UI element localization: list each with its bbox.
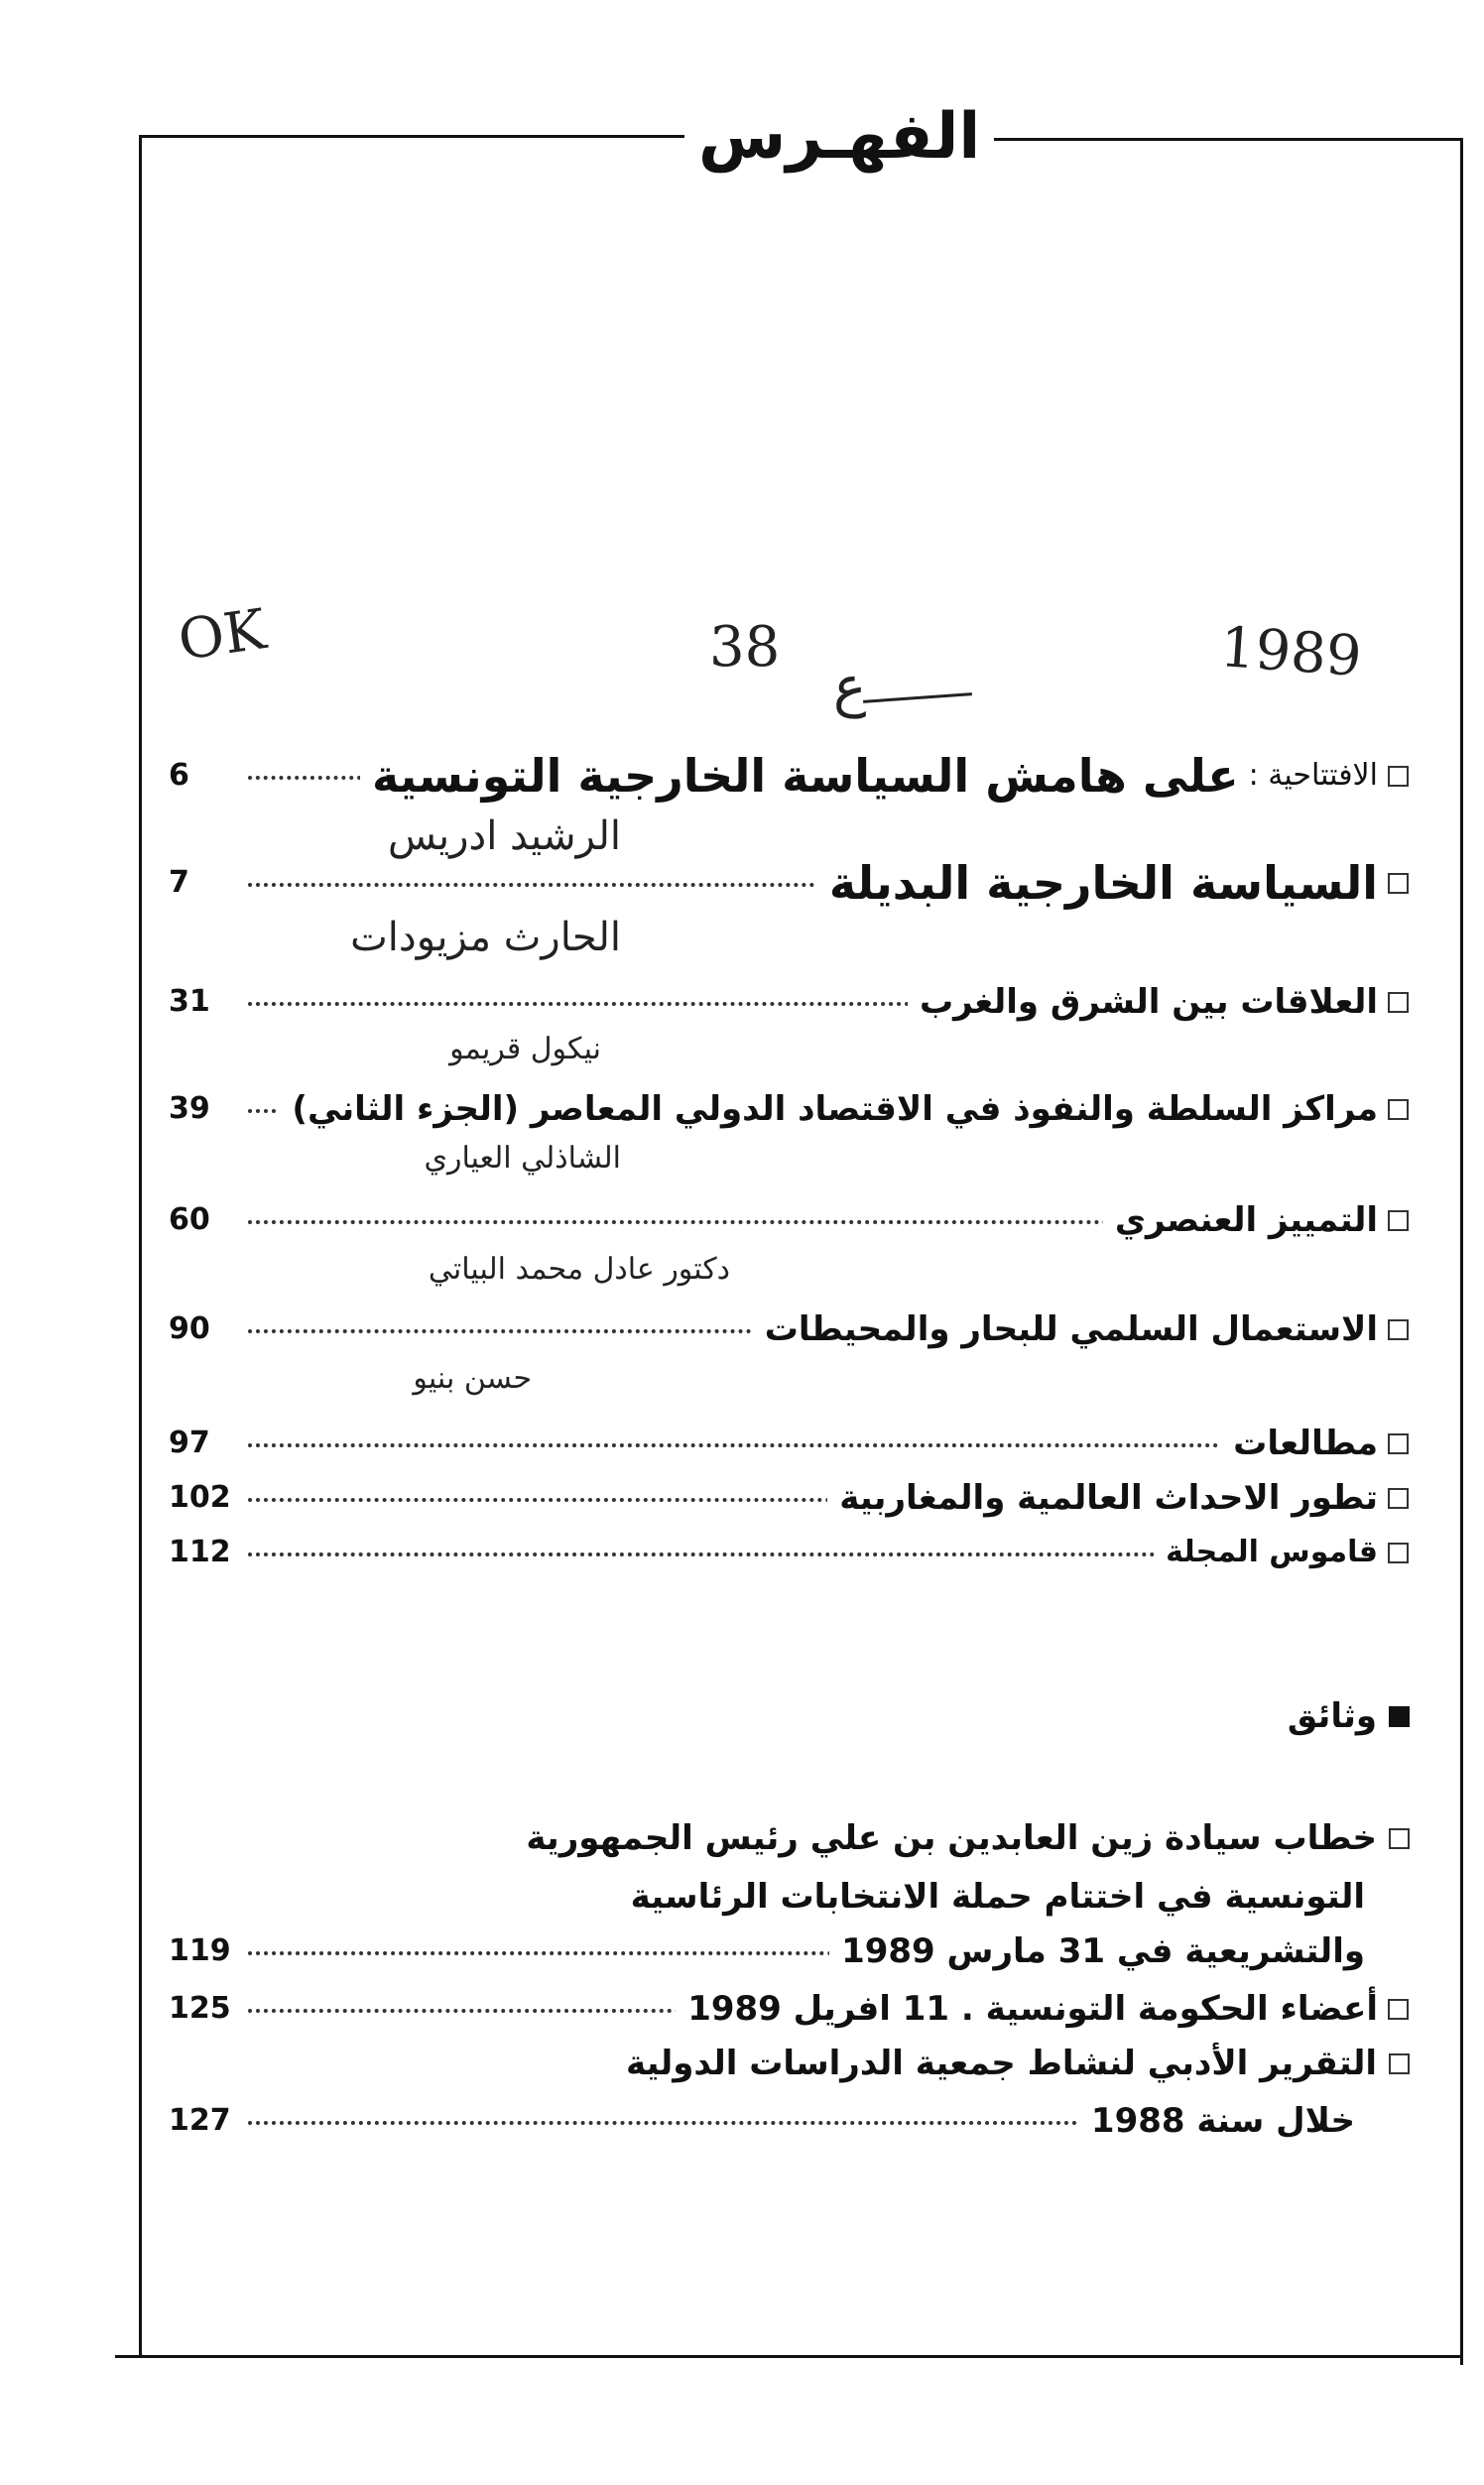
entry-title: التمييز العنصري	[1114, 1200, 1378, 1240]
toc-entry[interactable]	[169, 1190, 1409, 1250]
toc-entry[interactable]	[169, 1300, 1409, 1359]
page-number: 119	[169, 1933, 231, 1968]
checkbox-icon	[1388, 873, 1409, 894]
page-number: 6	[169, 758, 189, 793]
frame-left	[139, 135, 142, 2357]
filled-square-icon	[1389, 1706, 1410, 1727]
checkbox-icon	[1388, 1433, 1409, 1454]
document-entry[interactable]	[526, 1810, 1410, 1866]
entry-title: تطور الاحداث العالمية والمغاربية	[839, 1478, 1378, 1518]
handwritten-ok: OK	[174, 597, 270, 674]
entry-title: الاستعمال السلمي للبحار والمحيطات	[764, 1309, 1378, 1349]
entry-prefix: الافتتاحية :	[1248, 758, 1378, 793]
page-number: 97	[169, 1426, 210, 1460]
checkbox-icon	[1388, 1319, 1409, 1340]
leader-dots	[248, 776, 377, 780]
entry-author: حسن بنيو	[413, 1361, 532, 1396]
handwritten-issue-number: 38	[709, 615, 781, 680]
document-line: التقرير الأدبي لنشاط جمعية الدراسات الدولية	[625, 2044, 1377, 2083]
document-entry[interactable]	[626, 2036, 1410, 2091]
entry-title: مطالعات	[1233, 1424, 1378, 1463]
toc-entry[interactable]	[169, 1079, 1409, 1139]
handwritten-year: 1989	[1217, 615, 1364, 689]
page-number: 102	[169, 1480, 231, 1515]
section-heading	[1288, 1686, 1410, 1746]
checkbox-icon	[1388, 1210, 1409, 1231]
handwritten-underline	[863, 692, 972, 703]
page-number: 112	[169, 1535, 231, 1569]
entry-author: الرشيد ادريس	[387, 813, 621, 859]
entry-title: السياسة الخارجية البديلة	[828, 856, 1378, 910]
page-number: 127	[169, 2103, 231, 2138]
toc-entry[interactable]	[169, 2091, 1355, 2151]
page-number: 90	[169, 1311, 210, 1346]
toc-entry[interactable]	[169, 1922, 1365, 1981]
document-line: خطاب سيادة زين العابدين بن علي رئيس الجمهورية	[526, 1818, 1377, 1858]
page-title: الفهـرس	[684, 97, 994, 177]
toc-entry[interactable]	[169, 1468, 1409, 1528]
toc-entry[interactable]	[169, 1979, 1409, 2039]
document-line: التونسية في اختتام حملة الانتخابات الرئاسية	[630, 1877, 1365, 1917]
entry-author: نيكول قريمو	[449, 1032, 601, 1066]
checkbox-icon	[1388, 766, 1409, 787]
frame-top-left	[139, 135, 694, 138]
toc-entry[interactable]	[169, 1523, 1409, 1582]
entry-title: مراكز السلطة والنفوذ في الاقتصاد الدولي المعاصر (الجزء الثاني)	[292, 1089, 1378, 1129]
frame-bottom	[115, 2355, 1463, 2358]
document-line: خلال سنة 1988	[1090, 2101, 1355, 2141]
toc-entry[interactable]	[169, 746, 1409, 806]
entry-author: الشاذلي العياري	[424, 1141, 621, 1176]
document-line: والتشريعية في 31 مارس 1989	[841, 1931, 1365, 1971]
checkbox-icon	[1388, 992, 1409, 1013]
checkbox-icon	[1388, 1488, 1409, 1509]
document-line: أعضاء الحكومة التونسية . 11 افريل 1989	[687, 1989, 1378, 2029]
checkbox-icon	[1388, 1543, 1409, 1563]
page-number: 39	[169, 1091, 210, 1126]
page-number: 125	[169, 1991, 231, 2026]
entry-author: دكتور عادل محمد البياتي	[428, 1252, 730, 1287]
page-number: 60	[169, 1202, 210, 1237]
page-number: 7	[169, 865, 189, 900]
page-number: 31	[169, 984, 210, 1019]
entry-author: الحارث مزيودات	[350, 915, 621, 960]
handwritten-issue-letter: ع	[833, 655, 867, 719]
toc-entry[interactable]	[169, 972, 1409, 1032]
entry-title: على هامش السياسة الخارجية التونسية	[371, 749, 1239, 803]
frame-top-right	[928, 138, 1463, 141]
section-title: وثائق	[1287, 1696, 1377, 1736]
entry-title: قاموس المجلة	[1166, 1535, 1378, 1569]
checkbox-icon	[1389, 1828, 1410, 1849]
toc-entry[interactable]	[169, 1414, 1409, 1473]
checkbox-icon	[1388, 1099, 1409, 1120]
frame-right	[1460, 138, 1463, 2365]
checkbox-icon	[1388, 1999, 1409, 2020]
checkbox-icon	[1389, 2053, 1410, 2074]
entry-title: العلاقات بين الشرق والغرب	[919, 982, 1378, 1022]
toc-entry[interactable]	[169, 853, 1409, 913]
